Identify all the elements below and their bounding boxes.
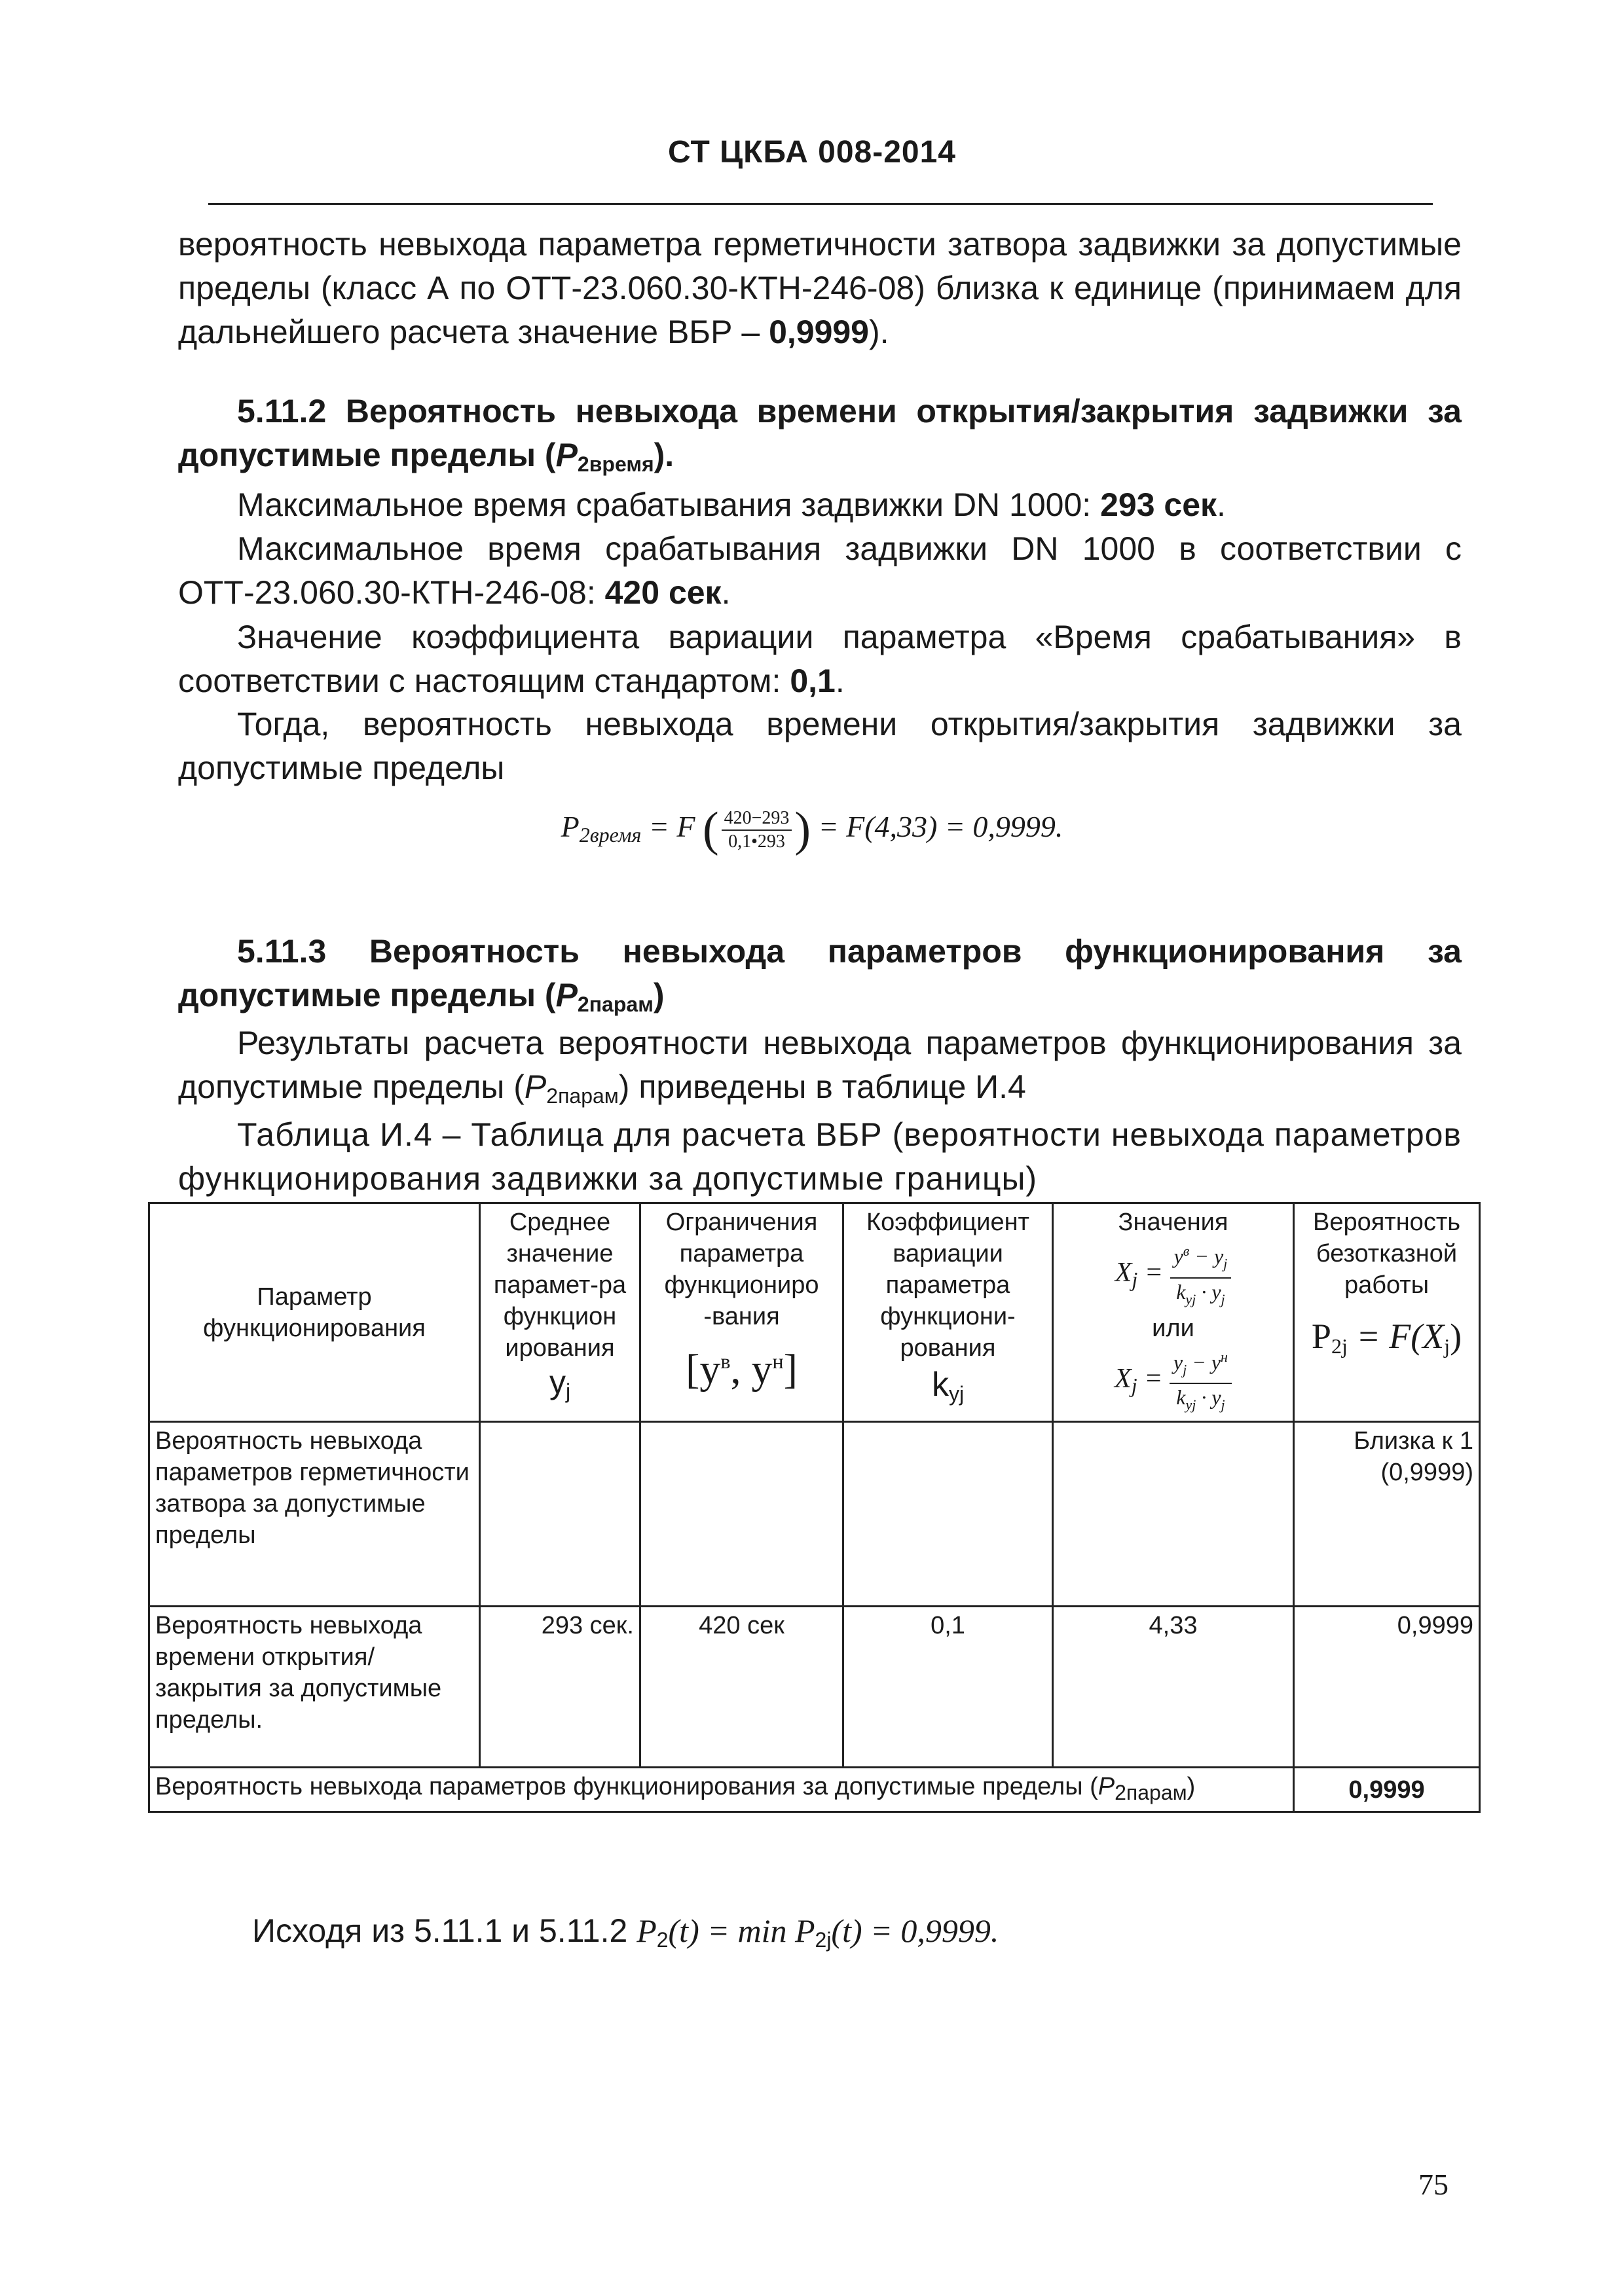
intro-paragraph: вероятность невыхода параметра герметичности затвора задвижки за допустимые пределы (класс А по ОТТ-23.060.30-КТН-246-08) близка к единице (принимаем для дальнейшего расчета значение ВБР – 0,9999). — [178, 226, 1462, 350]
summary-label: Вероятность невыхода параметров функционирования за допустимые пределы $(P_{2парам})$ — [149, 1768, 1294, 1812]
formula-p2time: $P_{2время} = F$ ( $\frac{420-293}{0,1•293}$ ) = F(4,33) = 0,9999. — [561, 803, 1063, 856]
document-header: СТ ЦКБА 008-2014 — [667, 135, 956, 170]
header-mean: Среднее значение парамет-ра функцион ирования $y_j$ — [480, 1203, 640, 1422]
summary-value: 0,9999 — [1294, 1768, 1480, 1812]
table-summary-row — [149, 1768, 1480, 1812]
values-formula-2: $X_j$ = $\frac{y_j - y^н}{k_{yj} \cdot y_j}$ — [1115, 1364, 1232, 1394]
limits-formula: [$y^в$, $y^н$] — [686, 1345, 798, 1393]
section-5-11-2-line-2: Максимальное время срабатывания задвижки DN 1000 в соответствии с ОТТ-23.060.30-КТН-246-08: 420 сек. — [178, 530, 1462, 611]
header-rule — [208, 203, 1433, 205]
header-prob: Вероятность безотказной работы $P_{2j} = F(X_j)$ — [1294, 1203, 1480, 1422]
table-caption: Таблица И.4 – Таблица для расчета ВБР (вероятности невыхода параметров функционирования задвижки за допустимые границы) — [178, 1116, 1462, 1197]
prob-formula: $P_{2j} = F(X_j)$ — [1311, 1317, 1462, 1358]
page-number: 75 — [1418, 2168, 1449, 2201]
header-param: Параметр функционирования — [149, 1203, 480, 1422]
section-5-11-3-heading: 5.11.3 Вероятность невыхода параметров функционирования за допустимые пределы $(P_{2парам})$ — [178, 933, 1462, 1016]
header-limits: Ограничения параметра функциониро -вания [$y^в$, $y^н$] — [640, 1203, 843, 1422]
table-row: Вероятность невыхода параметров герметичности затвора за допустимые пределы Близка к 1 (0,9999) — [149, 1422, 1480, 1607]
values-formula-1: $X_j$ = $\frac{y^в - y_j}{k_{yj} \cdot y_j}$ — [1115, 1258, 1232, 1288]
table-header-row — [149, 1203, 1480, 1422]
section-5-11-3-paragraph: Результаты расчета вероятности невыхода параметров функционирования за допустимые пределы $(P_{2парам})$ приведены в таблице И.4 — [178, 1025, 1462, 1108]
calc-table — [148, 1202, 1481, 1813]
section-5-11-2-line-1: Максимальное время срабатывания задвижки DN 1000: 293 сек. — [237, 486, 1226, 523]
section-5-11-2-heading: 5.11.2 Вероятность невыхода времени открытия/закрытия задвижки за допустимые пределы $(P_{2время})$. — [178, 393, 1462, 476]
section-5-11-2-line-3: Значение коэффициента вариации параметра «Время срабатывания» в соответствии с настоящим стандартом: 0,1. — [178, 619, 1462, 699]
formula-fraction: $\frac{420-293}{0,1•293}$ — [722, 807, 792, 853]
section-5-11-2-line-4: Тогда, вероятность невыхода времени открытия/закрытия задвижки за допустимые пределы — [178, 706, 1462, 786]
table-row: Вероятность невыхода времени открытия/закрытия за допустимые пределы. 293 сек. 420 сек 0,1 4,33 0,9999 — [149, 1607, 1480, 1768]
header-coef: Коэффициент вариации параметра функциони-рования $k_{yj}$ — [843, 1203, 1053, 1422]
result-line: Исходя из 5.11.1 и 5.11.2 $P_2(t) = \min P_{2j}(t) = 0,9999$. — [252, 1912, 999, 1952]
header-values: Значения $X_j$ = $\frac{y^в - y_j}{k_{yj} \cdot y_j}$ или $X_j$ = $\frac{y_j - y^н}{k_{yj} \cdot y_j}$ — [1053, 1203, 1294, 1422]
